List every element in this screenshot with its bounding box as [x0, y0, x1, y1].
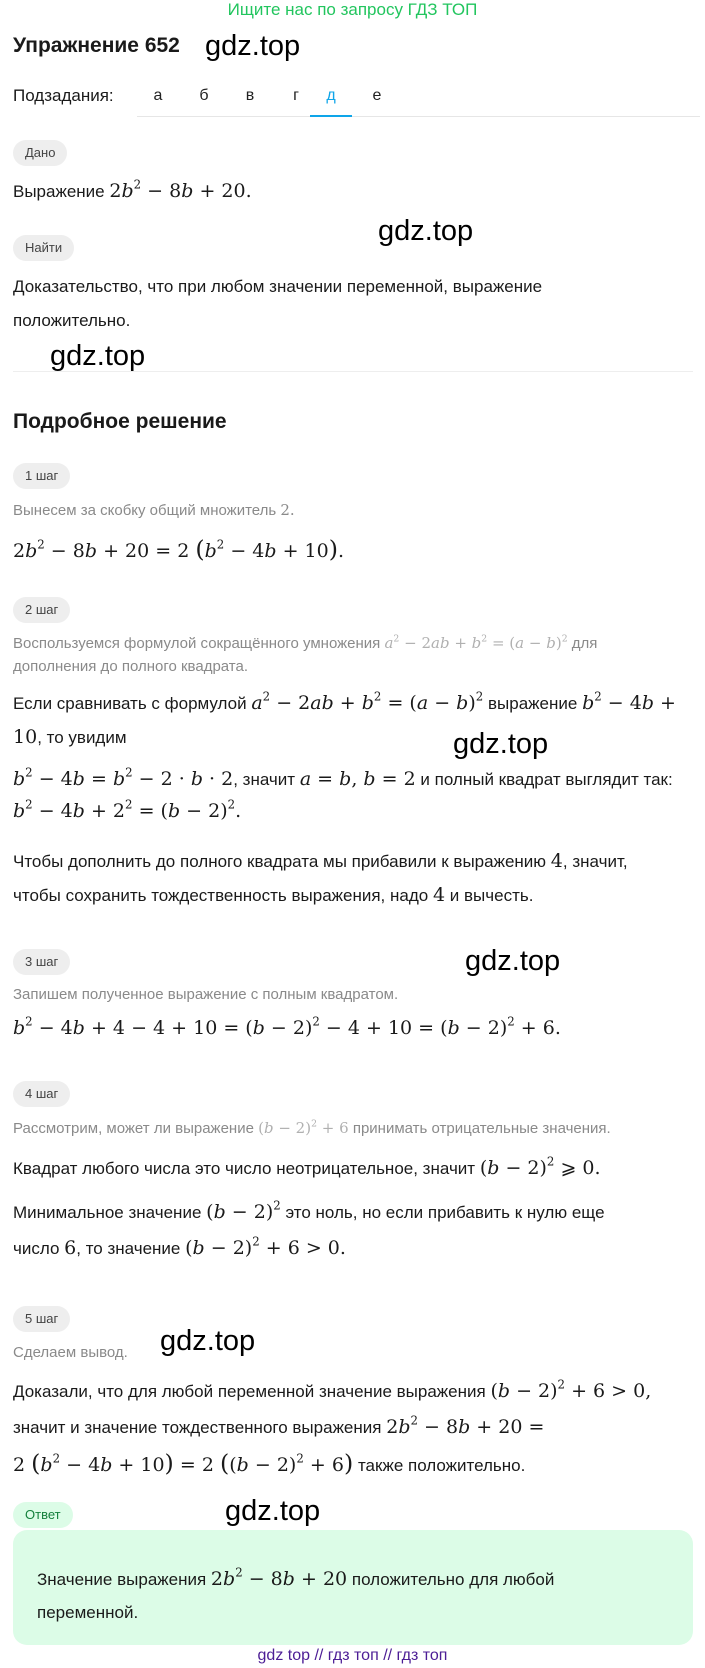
step-4-chip: 4 шаг [13, 1081, 70, 1107]
tab-g[interactable]: г [293, 87, 299, 104]
step-2-line-2: 10, то увидим [13, 726, 127, 748]
watermark: gdz.top [160, 1325, 256, 1357]
step-5-chip: 5 шаг [13, 1306, 70, 1332]
step-4-line-3: число 6, то значение $(b - 2)^2 + 6 > 0$. [13, 1234, 346, 1259]
step-4-line-2: Минимальное значение $(b - 2)^2$ это ноль, но если прибавить к нулю еще [13, 1198, 605, 1223]
step-3-formula: $b^2 - 4b + 4 - 4 + 10 = (b - 2)^2 - 4 + 10 = (b - 2)^2 + 6$. [13, 1014, 561, 1039]
step-4-line-1: Квадрат любого числа это число неотрицательное, значит $(b - 2)^2$ ⩾ 0. [13, 1154, 601, 1179]
footer-links[interactable]: gdz top // гдз топ // гдз топ [257, 1647, 448, 1664]
subtasks-label: Подзадания: [13, 86, 114, 105]
watermark: gdz.top [205, 30, 301, 62]
tab-d[interactable]: д [310, 75, 352, 117]
step-5-hint: Сделаем вывод. [13, 1344, 128, 1361]
watermark: gdz.top [453, 728, 549, 760]
answer-line-1: Значение выражения $2b^2 - 8b + 20$ положительно для любой [37, 1565, 555, 1590]
step-3-chip: 3 шаг [13, 949, 70, 975]
step-5-line-2: значит и значение тождественного выражения $2b^2 - 8b + 20$ = [13, 1413, 545, 1438]
find-chip: Найти [13, 235, 74, 261]
step-2-hint-2: дополнения до полного квадрата. [13, 658, 249, 675]
watermark: gdz.top [50, 340, 146, 372]
solution-title: Подробное решение [13, 410, 227, 433]
step-5-line-1: Доказали, что для любой переменной значение выражения $(b - 2)^2 + 6 > 0$, [13, 1377, 652, 1402]
tab-b[interactable]: б [199, 87, 209, 104]
step-2-chip: 2 шаг [13, 597, 70, 623]
subtask-tabs [137, 75, 700, 117]
watermark: gdz.top [225, 1495, 321, 1527]
given-chip: Дано [13, 140, 67, 166]
search-banner: Ищите нас по запросу ГДЗ ТОП [227, 0, 478, 19]
page-title: Упражнение 652 [13, 34, 180, 57]
step-2-hint-1: Воспользуемся формулой сокращённого умножения $a^2 - 2ab + b^2 = (a - b)^2$ для [13, 633, 598, 652]
step-5-line-3: 2 $(b^2 - 4b + 10) = 2$ $((b - 2)^2 + 6)$ также положительно. [13, 1449, 526, 1477]
answer-chip: Ответ [13, 1502, 73, 1528]
find-line-1: Доказательство, что при любом значении переменной, выражение [13, 277, 543, 296]
given-text: Выражение $2b^2 - 8b + 20$. [13, 177, 252, 202]
watermark: gdz.top [465, 945, 561, 977]
tab-e[interactable]: е [372, 87, 382, 104]
step-2-line-1: Если сравнивать с формулой $a^2 - 2ab + b^2 = (a - b)^2$ выражение $b^2 - 4b$ + [13, 689, 676, 714]
step-2-line-3: $b^2 - 4b = b^2 - 2 \cdot b \cdot 2$, значит a = b, b = 2 и полный квадрат выглядит так: [13, 765, 673, 790]
step-2-formula: $b^2 - 4b + 2^2 = (b - 2)^2$. [13, 797, 242, 822]
step-4-hint: Рассмотрим, может ли выражение $(b - 2)^2 + 6$ принимать отрицательные значения. [13, 1118, 611, 1137]
step-2-line-6: чтобы сохранить тождественность выражения, надо 4 и вычесть. [13, 884, 534, 906]
tab-a[interactable]: а [153, 87, 163, 104]
answer-line-2: переменной. [37, 1603, 139, 1622]
step-1-formula: $2b^2 - 8b + 20 = 2$ $(b^2 - 4b + 10)$. [13, 535, 345, 563]
step-1-chip: 1 шаг [13, 463, 70, 489]
divider [13, 371, 693, 372]
watermark: gdz.top [378, 215, 474, 247]
step-2-line-5: Чтобы дополнить до полного квадрата мы прибавили к выражению 4, значит, [13, 850, 628, 872]
tab-v[interactable]: в [245, 87, 255, 104]
step-3-hint: Запишем полученное выражение с полным квадратом. [13, 986, 399, 1003]
step-1-hint: Вынесем за скобку общий множитель 2. [13, 501, 295, 519]
find-line-2: положительно. [13, 311, 131, 330]
